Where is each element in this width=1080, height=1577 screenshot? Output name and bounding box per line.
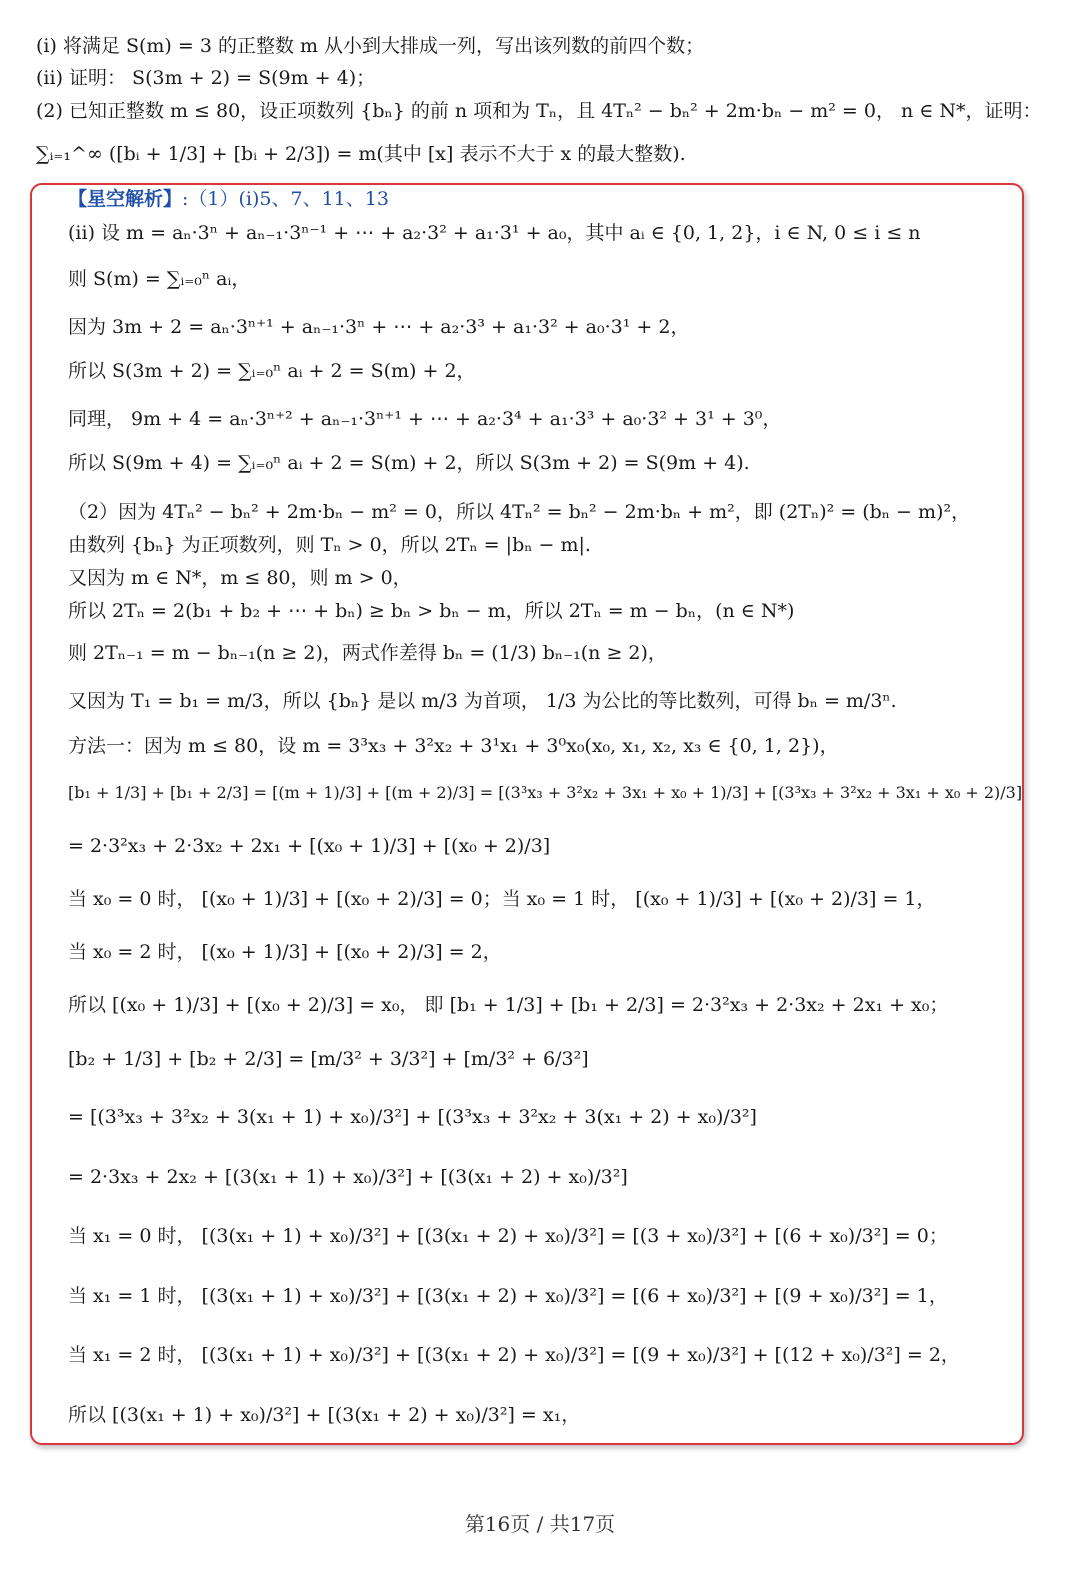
solution-line: 所以 S(9m + 4) = ∑ᵢ₌₀ⁿ aᵢ + 2 = S(m) + 2，所以 S(3m + 2) = S(9m + 4). [68, 452, 750, 474]
solution-heading-line [68, 186, 1040, 212]
solution-line: 所以 [(x₀ + 1)/3] + [(x₀ + 2)/3] = x₀， 即 [b₁ + 1/3] + [b₁ + 2/3] = 2·3²x₃ + 2·3x₂ + 2x₁ + x₀； [68, 994, 949, 1016]
solution-line: 所以 2Tₙ = 2(b₁ + b₂ + ⋯ + bₙ) ≥ bₙ > bₙ − m，所以 2Tₙ = m − bₙ，(n ∈ N*) [68, 600, 795, 622]
page-number: 第16页 / 共17页 [464, 1512, 616, 1536]
solution-heading: 【星空解析】 [68, 188, 183, 210]
solution-line: 则 S(m) = ∑ᵢ₌₀ⁿ aᵢ， [68, 268, 251, 290]
solution-line: 又因为 T₁ = b₁ = m/3，所以 {bₙ} 是以 m/3 为首项， 1/3 为公比的等比数列，可得 bₙ = m/3ⁿ. [68, 690, 897, 712]
question-line-1: (i) 将满足 S(m) = 3 的正整数 m 从小到大排成一列，写出该列数的前四个数； [36, 35, 705, 57]
solution-line: 又因为 m ∈ N*，m ≤ 80，则 m > 0， [68, 567, 412, 589]
solution-line: [b₂ + 1/3] + [b₂ + 2/3] = [m/3² + 3/3²] + [m/3² + 6/3²] [68, 1048, 589, 1070]
solution-line: 当 x₁ = 2 时， [(3(x₁ + 1) + x₀)/3²] + [(3(x₁ + 2) + x₀)/3²] = [(9 + x₀)/3²] + [(12 + x₀)/3²] = 2， [68, 1344, 960, 1366]
question-line-4: ∑ᵢ₌₁^∞ ([bᵢ + 1/3] + [bᵢ + 2/3]) = m(其中 [x] 表示不大于 x 的最大整数). [36, 143, 686, 165]
solution-line: 则 2Tₙ₋₁ = m − bₙ₋₁(n ≥ 2)，两式作差得 bₙ = (1/3) bₙ₋₁(n ≥ 2)， [68, 642, 667, 664]
solution-line: 同理， 9m + 4 = aₙ·3ⁿ⁺² + aₙ₋₁·3ⁿ⁺¹ + ⋯ + a₂·3⁴ + a₁·3³ + a₀·3² + 3¹ + 3⁰， [68, 408, 782, 430]
solution-line: (ii) 设 m = aₙ·3ⁿ + aₙ₋₁·3ⁿ⁻¹ + ⋯ + a₂·3² + a₁·3¹ + a₀，其中 aᵢ ∈ {0, 1, 2}，i ∈ N, 0 ≤ i ≤ n [68, 222, 921, 244]
solution-line: 方法一：因为 m ≤ 80，设 m = 3³x₃ + 3²x₂ + 3¹x₁ + 3⁰x₀(x₀, x₁, x₂, x₃ ∈ {0, 1, 2})， [68, 735, 839, 757]
solution-line: = 2·3²x₃ + 2·3x₂ + 2x₁ + [(x₀ + 1)/3] + [(x₀ + 2)/3] [68, 835, 551, 857]
solution-answer-1i: :（1）(i)5、7、11、13 [182, 188, 389, 210]
solution-line: 当 x₁ = 1 时， [(3(x₁ + 1) + x₀)/3²] + [(3(x₁ + 2) + x₀)/3²] = [(6 + x₀)/3²] + [(9 + x₀)/3²] = 1， [68, 1285, 948, 1307]
solution-line: 由数列 {bₙ} 为正项数列，则 Tₙ > 0，所以 2Tₙ = |bₙ − m|. [68, 534, 591, 556]
solution-line: 所以 [(3(x₁ + 1) + x₀)/3²] + [(3(x₁ + 2) + x₀)/3²] = x₁， [68, 1404, 581, 1426]
solution-line: 因为 3m + 2 = aₙ·3ⁿ⁺¹ + aₙ₋₁·3ⁿ + ⋯ + a₂·3³ + a₁·3² + a₀·3¹ + 2， [68, 316, 690, 338]
solution-line: 当 x₁ = 0 时， [(3(x₁ + 1) + x₀)/3²] + [(3(x₁ + 2) + x₀)/3²] = [(3 + x₀)/3²] + [(6 + x₀)/3²] = 0； [68, 1225, 948, 1247]
solution-line: = 2·3x₃ + 2x₂ + [(3(x₁ + 1) + x₀)/3²] + [(3(x₁ + 2) + x₀)/3²] [68, 1166, 628, 1188]
solution-line: 当 x₀ = 2 时， [(x₀ + 1)/3] + [(x₀ + 2)/3] = 2， [68, 941, 502, 963]
question-line-2: (ii) 证明： S(3m + 2) = S(9m + 4)； [36, 67, 376, 89]
solution-line: [b₁ + 1/3] + [b₁ + 2/3] = [(m + 1)/3] + [(m + 2)/3] = [(3³x₃ + 3²x₂ + 3x₁ + x₀ + 1)/3] + [(3³x₃ + 3²x₂ + 3x₁ + x₀ + 2)/3] [68, 783, 1023, 802]
solution-line: 所以 S(3m + 2) = ∑ᵢ₌₀ⁿ aᵢ + 2 = S(m) + 2， [68, 360, 476, 382]
solution-line: = [(3³x₃ + 3²x₂ + 3(x₁ + 1) + x₀)/3²] + [(3³x₃ + 3²x₂ + 3(x₁ + 2) + x₀)/3²] [68, 1106, 757, 1128]
solution-line: （2）因为 4Tₙ² − bₙ² + 2m·bₙ − m² = 0，所以 4Tₙ² = bₙ² − 2m·bₙ + m²，即 (2Tₙ)² = (bₙ − m)²， [68, 501, 971, 523]
question-line-3: (2) 已知正整数 m ≤ 80，设正项数列 {bₙ} 的前 n 项和为 Tₙ，且 4Tₙ² − bₙ² + 2m·bₙ − m² = 0， n ∈ N*，证明： [36, 100, 1042, 122]
solution-line: 当 x₀ = 0 时， [(x₀ + 1)/3] + [(x₀ + 2)/3] = 0；当 x₀ = 1 时， [(x₀ + 1)/3] + [(x₀ + 2)/3] = 1， [68, 888, 936, 910]
